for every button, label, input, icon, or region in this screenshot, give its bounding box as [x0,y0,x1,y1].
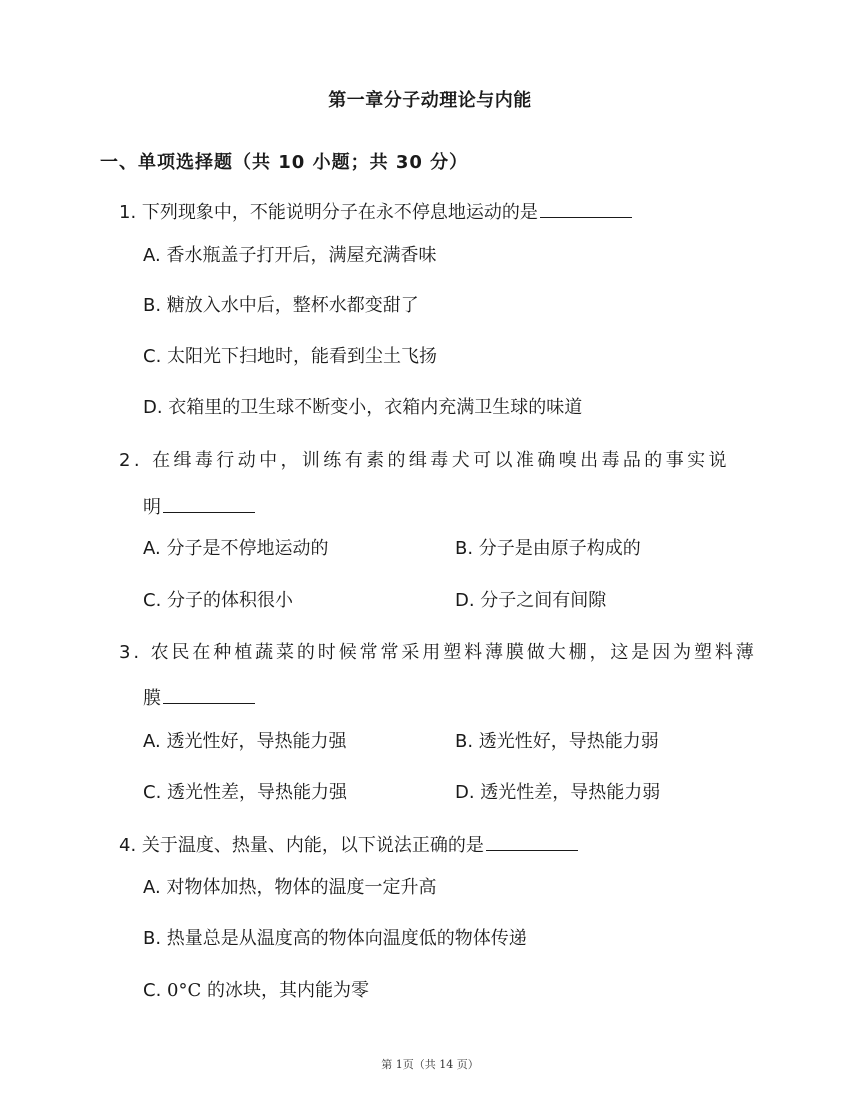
question-3-option-c: C. 透光性差，导热能力强 [143,782,348,803]
answer-blank [163,685,255,704]
answer-blank [486,832,578,851]
question-4-text: 4. 关于温度、热量、内能，以下说法正确的是 [119,835,484,856]
question-4-stem [119,832,578,858]
answer-blank [540,199,632,218]
question-4-option-b: B. 热量总是从温度高的物体向温度低的物体传递 [143,928,527,949]
page-footer: 第 1页（共 14 页） [381,1058,479,1071]
question-1-option-c: C. 太阳光下扫地时，能看到尘土飞扬 [143,346,438,367]
question-3-option-b: B. 透光性好，导热能力弱 [455,731,659,752]
question-1-option-b: B. 糖放入水中后，整杯水都变甜了 [143,295,419,316]
question-1-option-a: A. 香水瓶盖子打开后，满屋充满香味 [143,245,437,266]
question-2-text-continued: 明 [143,497,161,518]
option-c-prefix: C. [143,980,168,1001]
question-1-text: 1. 下列现象中，不能说明分子在永不停息地运动的是 [119,202,538,223]
question-3-text-continued: 膜 [143,688,161,709]
question-2-stem-line2 [143,494,255,520]
option-c-text: 的冰块，其内能为零 [201,980,369,1001]
question-4-option-c [143,979,369,1003]
temperature-value: 0°C [167,980,202,1001]
question-1-stem [119,199,632,225]
question-2-option-b: B. 分子是由原子构成的 [455,538,641,559]
question-2-option-d: D. 分子之间有间隙 [455,590,607,611]
question-3-stem-line1: 3. 农民在种植蔬菜的时候常常采用塑料薄膜做大棚，这是因为塑料薄 [119,642,757,663]
section-heading: 一、单项选择题（共 10 小题；共 30 分） [100,152,469,173]
question-1-option-d: D. 衣箱里的卫生球不断变小，衣箱内充满卫生球的味道 [143,397,583,418]
question-2-option-c: C. 分子的体积很小 [143,590,294,611]
page-title: 第一章分子动理论与内能 [328,90,532,111]
question-3-option-a: A. 透光性好，导热能力强 [143,731,347,752]
question-3-option-d: D. 透光性差，导热能力弱 [455,782,661,803]
question-2-option-a: A. 分子是不停地运动的 [143,538,329,559]
question-4-option-a: A. 对物体加热，物体的温度一定升高 [143,877,437,898]
question-2-stem-line1: 2. 在缉毒行动中，训练有素的缉毒犬可以准确嗅出毒品的事实说 [119,450,730,471]
answer-blank [163,494,255,513]
question-3-stem-line2 [143,685,255,711]
